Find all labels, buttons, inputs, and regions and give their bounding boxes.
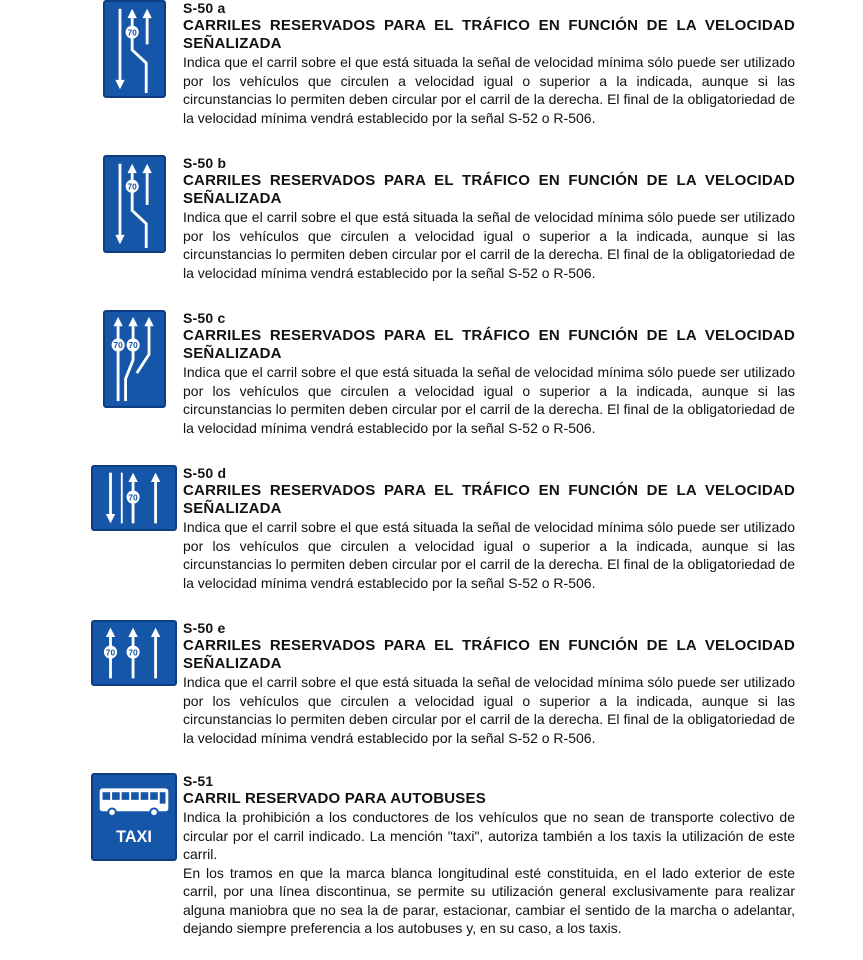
sign-description: Indica que el carril sobre el que está situada la señal de velocidad mínima sólo puede ser utilizado por los vehículos que circulen a velocidad igual o superior a la indicada, aunque si las circunstancias lo permiten deben circular por el carril de la derecha. El final de la obligatoriedad de la velocidad mínima vendrá establecido por la señal S-52 o R-506. xyxy=(183,54,795,126)
sign-description: Indica que el carril sobre el que está situada la señal de velocidad mínima sólo puede ser utilizado por los vehículos que circulen a velocidad igual o superior a la indicada, aunque si las circunstancias lo permiten deben circular por el carril de la derecha. El final de la obligatoriedad de la velocidad mínima vendrá establecido por la señal S-52 o R-506. xyxy=(183,519,795,591)
sign-title: CARRILES RESERVADOS PARA EL TRÁFICO EN FUNCIÓN DE LA VELOCIDAD SEÑALIZADA xyxy=(183,637,795,672)
sign-code: S-50 c xyxy=(183,310,226,326)
sign-s50b-icon xyxy=(103,155,166,253)
sign-title: CARRILES RESERVADOS PARA EL TRÁFICO EN FUNCIÓN DE LA VELOCIDAD SEÑALIZADA xyxy=(183,172,795,207)
sign-s51-icon xyxy=(91,773,177,861)
sign-title: CARRILES RESERVADOS PARA EL TRÁFICO EN FUNCIÓN DE LA VELOCIDAD SEÑALIZADA xyxy=(183,17,795,52)
sign-title: CARRIL RESERVADO PARA AUTOBUSES xyxy=(183,790,486,807)
sign-code: S-51 xyxy=(183,773,214,789)
sign-code: S-50 b xyxy=(183,155,227,171)
sign-title: CARRILES RESERVADOS PARA EL TRÁFICO EN FUNCIÓN DE LA VELOCIDAD SEÑALIZADA xyxy=(183,327,795,362)
sign-s50e-icon xyxy=(91,620,177,686)
speed-label: 70 xyxy=(127,27,137,38)
sign-code: S-50 e xyxy=(183,620,226,636)
speed-label: 70 xyxy=(128,647,138,658)
sign-description: Indica que el carril sobre el que está situada la señal de velocidad mínima sólo puede ser utilizado por los vehículos que circulen a velocidad igual o superior a la indicada, aunque si las circunstancias lo permiten deben circular por el carril de la derecha. El final de la obligatoriedad de la velocidad mínima vendrá establecido por la señal S-52 o R-506. xyxy=(183,674,795,746)
sign-description-extra: En los tramos en que la marca blanca longitudinal esté constituida, en el lado exterior de este carril, por una línea discontinua, se permite su utilización general exclusivamente para realizar alguna maniobra que no sea la de parar, estacionar, cambiar el sentido de la marcha o adelantar, dejando siempre preferencia a los autobuses y, en su caso, a los taxis. xyxy=(183,864,795,936)
speed-label: 70 xyxy=(127,181,137,192)
speed-label: 70 xyxy=(113,340,123,351)
sign-s50c-icon xyxy=(103,310,166,408)
sign-code: S-50 a xyxy=(183,0,226,16)
sign-s50d-icon xyxy=(91,465,177,531)
sign-description: Indica que el carril sobre el que está situada la señal de velocidad mínima sólo puede ser utilizado por los vehículos que circulen a velocidad igual o superior a la indicada, aunque si las circunstancias lo permiten deben circular por el carril de la derecha. El final de la obligatoriedad de la velocidad mínima vendrá establecido por la señal S-52 o R-506. xyxy=(183,364,795,436)
taxi-label: TAXI xyxy=(116,827,152,846)
sign-title: CARRILES RESERVADOS PARA EL TRÁFICO EN FUNCIÓN DE LA VELOCIDAD SEÑALIZADA xyxy=(183,482,795,517)
sign-description: Indica la prohibición a los conductores de los vehículos que no sean de transporte colectivo de circular por el carril indicado. La mención "taxi", autoriza también a los taxis la utilización de este carril. xyxy=(183,809,795,862)
sign-code: S-50 d xyxy=(183,465,227,481)
speed-label: 70 xyxy=(128,340,138,351)
sign-s50a-icon xyxy=(103,0,166,98)
speed-label: 70 xyxy=(128,492,138,503)
speed-label: 70 xyxy=(105,647,116,658)
sign-description: Indica que el carril sobre el que está situada la señal de velocidad mínima sólo puede ser utilizado por los vehículos que circulen a velocidad igual o superior a la indicada, aunque si las circunstancias lo permiten deben circular por el carril de la derecha. El final de la obligatoriedad de la velocidad mínima vendrá establecido por la señal S-52 o R-506. xyxy=(183,209,795,281)
